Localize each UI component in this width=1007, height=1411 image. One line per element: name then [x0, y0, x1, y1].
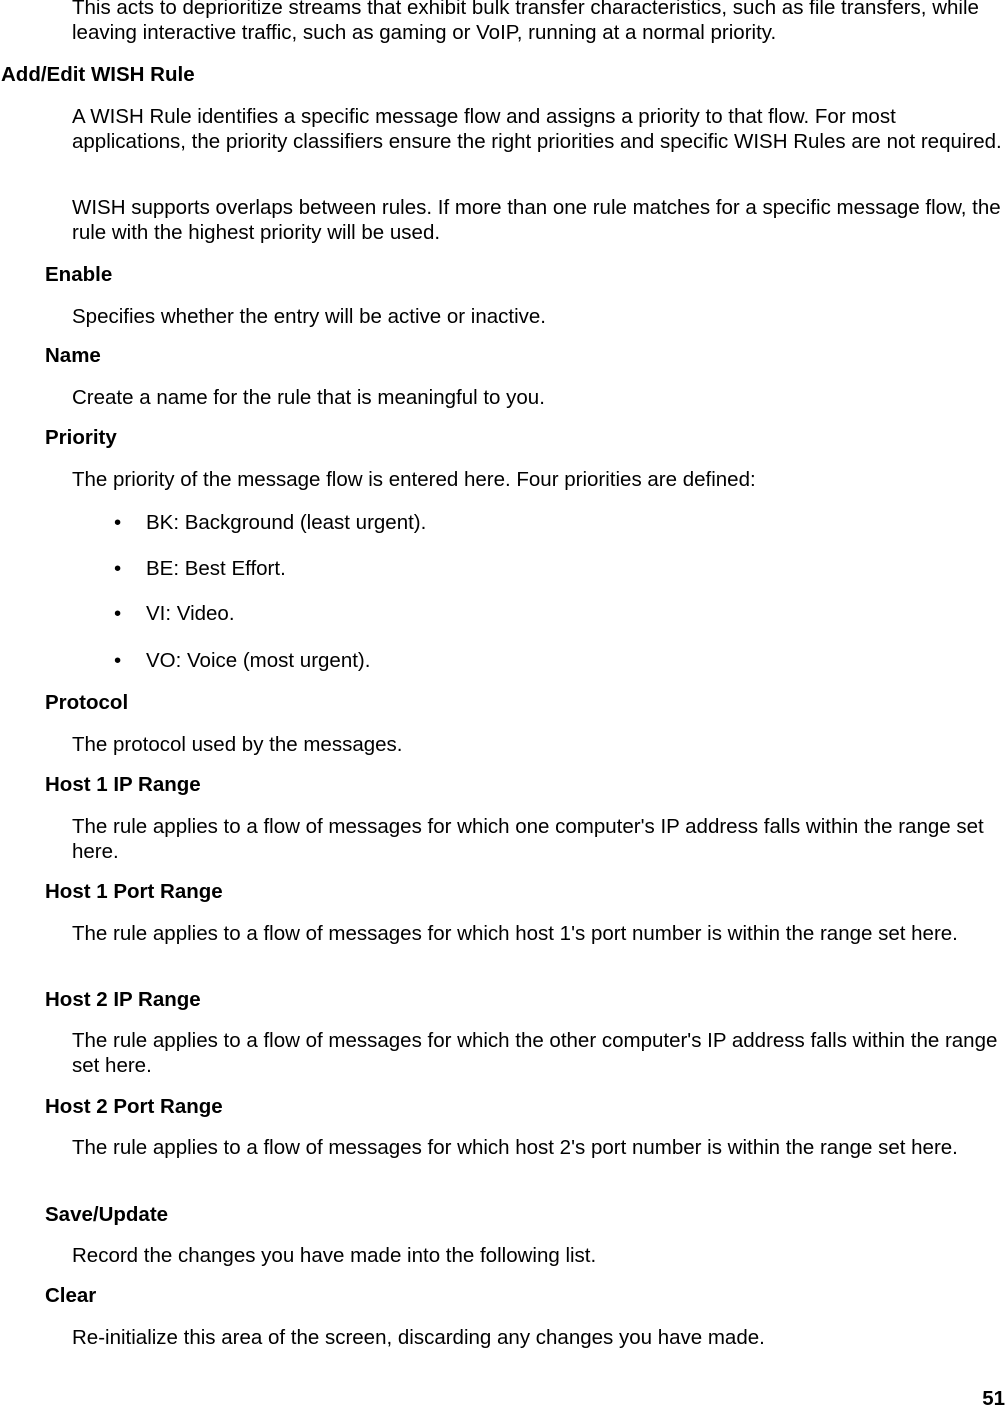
definition-host2-port-range: The rule applies to a flow of messages for which host 2's port number is within the range set here. [72, 1136, 958, 1159]
definition-enable: Specifies whether the entry will be active or inactive. [72, 305, 547, 328]
bullet-marker: • [114, 557, 122, 580]
section-paragraph: A WISH Rule identifies a specific message flow and assigns a priority to that flow. For most applications, the priority classifiers ensure the right priorities and specific WISH Rules are not required. [72, 105, 1002, 153]
definition-host1-ip-range: The rule applies to a flow of messages for which one computer's IP address falls within the range set here. [72, 815, 984, 863]
term-host1-ip-range: Host 1 IP Range [45, 773, 201, 796]
list-item: VO: Voice (most urgent). [146, 649, 371, 672]
term-enable: Enable [45, 263, 113, 286]
section-heading: Add/Edit WISH Rule [1, 63, 195, 86]
list-item: VI: Video. [146, 602, 235, 625]
bullet-marker: • [114, 511, 122, 534]
term-host1-port-range: Host 1 Port Range [45, 880, 223, 903]
term-clear: Clear [45, 1284, 97, 1307]
list-item: BE: Best Effort. [146, 557, 286, 580]
definition-save-update: Record the changes you have made into the following list. [72, 1244, 597, 1267]
term-save-update: Save/Update [45, 1203, 169, 1226]
term-name: Name [45, 344, 101, 367]
definition-host2-ip-range: The rule applies to a flow of messages for which the other computer's IP address falls within the range set here. [72, 1029, 998, 1077]
term-priority: Priority [45, 426, 117, 449]
definition-protocol: The protocol used by the messages. [72, 733, 403, 756]
term-host2-port-range: Host 2 Port Range [45, 1095, 223, 1118]
definition-clear: Re-initialize this area of the screen, discarding any changes you have made. [72, 1326, 765, 1349]
term-protocol: Protocol [45, 691, 129, 714]
list-item: BK: Background (least urgent). [146, 511, 427, 534]
intro-paragraph: This acts to deprioritize streams that exhibit bulk transfer characteristics, such as file transfers, while leaving interactive traffic, such as gaming or VoIP, running at a normal priority. [72, 0, 979, 44]
page-number: 51 [982, 1387, 1005, 1410]
definition-name: Create a name for the rule that is meaningful to you. [72, 386, 545, 409]
term-host2-ip-range: Host 2 IP Range [45, 988, 201, 1011]
definition-host1-port-range: The rule applies to a flow of messages for which host 1's port number is within the range set here. [72, 922, 958, 945]
section-paragraph: WISH supports overlaps between rules. If more than one rule matches for a specific message flow, the rule with the highest priority will be used. [72, 196, 1001, 244]
bullet-marker: • [114, 649, 122, 672]
bullet-marker: • [114, 602, 122, 625]
definition-priority: The priority of the message flow is entered here. Four priorities are defined: [72, 468, 756, 491]
